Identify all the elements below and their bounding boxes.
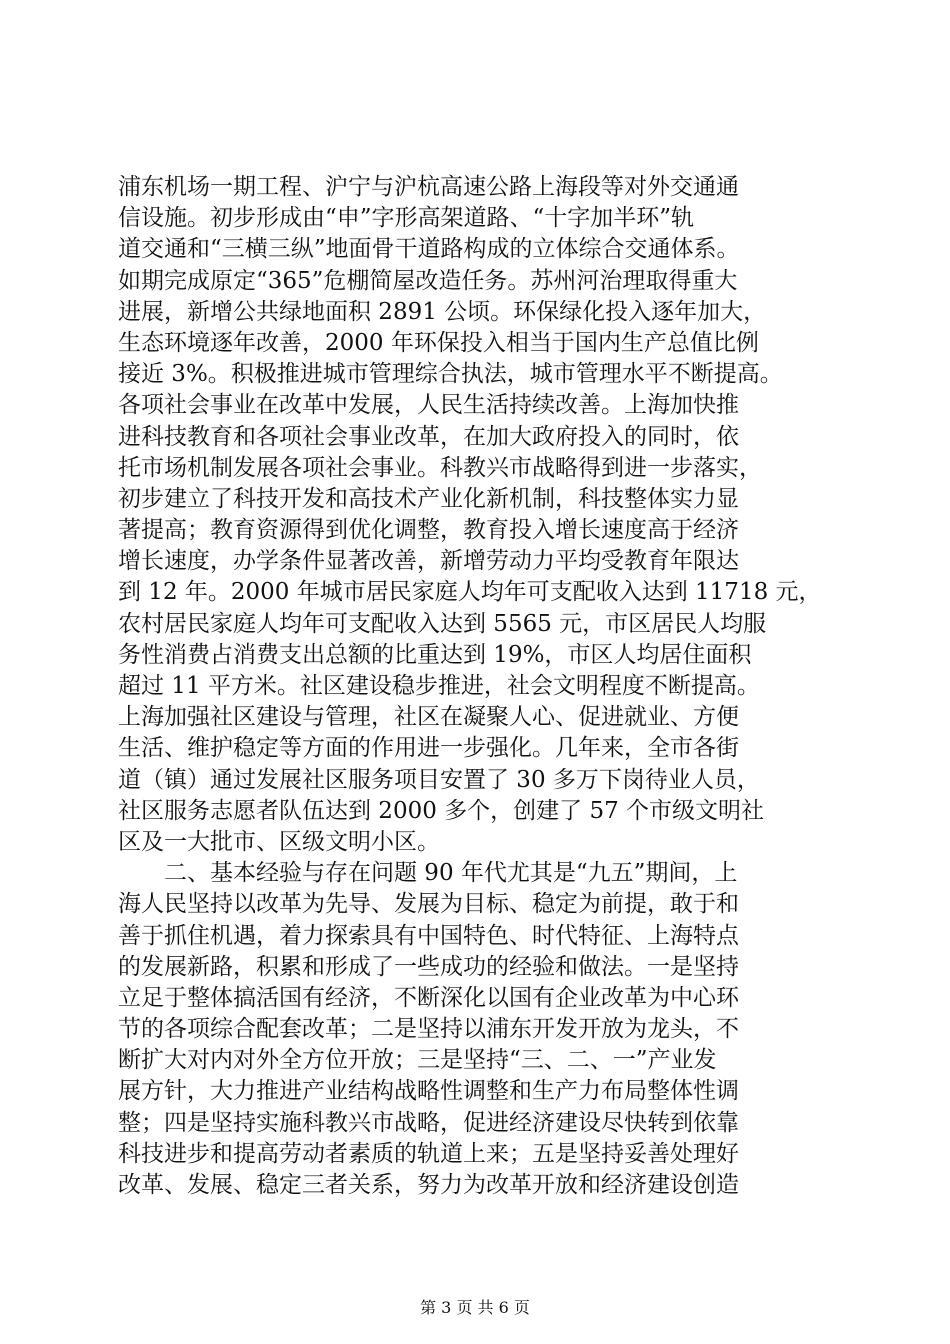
text-line: 如期完成原定“365”危棚简屋改造任务。苏州河治理取得重大 (118, 267, 738, 294)
text-line: 道交通和“三横三纵”地面骨干道路构成的立体综合交通体系。 (118, 236, 740, 263)
text-line: 道（镇）通过发展社区服务项目安置了 30 多万下岗待业人员， (118, 766, 760, 793)
text-line: 著提高；教育资源得到优化调整，教育投入增长速度高于经济 (118, 517, 739, 544)
text-line: 务性消费占消费支出总额的比重达到 19%，市区人均居住面积 (118, 641, 752, 668)
text-line: 增长速度，办学条件显著改善，新增劳动力平均受教育年限达 (118, 548, 739, 575)
page-footer: 第 3 页 共 6 页 (420, 1298, 530, 1317)
text-line: 进科技教育和各项社会事业改革，在加大政府投入的同时，依 (118, 423, 739, 450)
text-line: 各项社会事业在改革中发展，人民生活持续改善。上海加快推 (118, 392, 739, 419)
text-line: 农村居民家庭人均年可支配收入达到 5565 元，市区居民人均服 (118, 610, 767, 637)
text-line: 节的各项综合配套改革；二是坚持以浦东开发开放为龙头，不 (118, 1016, 739, 1043)
text-line: 生活、维护稳定等方面的作用进一步强化。几年来，全市各街 (118, 735, 739, 762)
text-line: 善于抓住机遇，着力探索具有中国特色、时代特征、上海特点 (118, 922, 739, 949)
text-line: 的发展新路，积累和形成了一些成功的经验和做法。一是坚持 (118, 953, 739, 980)
text-line: 社区服务志愿者队伍达到 2000 多个，创建了 57 个市级文明社 (118, 797, 765, 824)
text-line: 海人民坚持以改革为先导、发展为目标、稳定为前提，敢于和 (118, 891, 739, 918)
text-line: 初步建立了科技开发和高技术产业化新机制，科技整体实力显 (118, 485, 739, 512)
text-line: 托市场机制发展各项社会事业。科教兴市战略得到进一步落实， (118, 454, 762, 481)
text-line: 接近 3%。积极推进城市管理综合执法，城市管理水平不断提高。 (118, 361, 783, 388)
text-line: 整；四是坚持实施科教兴市战略，促进经济建设尽快转到依靠 (118, 1109, 739, 1136)
text-line: 信设施。初步形成由“申”字形高架道路、“十字加半环”轨 (118, 205, 695, 232)
text-line: 科技进步和提高劳动者素质的轨道上来；五是坚持妥善处理好 (118, 1140, 739, 1167)
text-line: 到 12 年。2000 年城市居民家庭人均年可支配收入达到 11718 元， (118, 579, 822, 606)
text-line: 超过 11 平方米。社区建设稳步推进，社会文明程度不断提高。 (118, 673, 760, 699)
text-line: 立足于整体搞活国有经济，不断深化以国有企业改革为中心环 (118, 984, 739, 1011)
text-line: 展方针，大力推进产业结构战略性调整和生产力布局整体性调 (118, 1078, 739, 1105)
text-line: 区及一大批市、区级文明小区。 (118, 828, 440, 855)
text-line: 上海加强社区建设与管理，社区在凝聚人心、促进就业、方便 (118, 704, 739, 731)
text-line: 改革、发展、稳定三者关系，努力为改革开放和经济建设创造 (118, 1172, 739, 1198)
text-line: 生态环境逐年改善，2000 年环保投入相当于国内生产总值比例 (118, 329, 759, 356)
text-line: 浦东机场一期工程、沪宁与沪杭高速公路上海段等对外交通通 (118, 174, 739, 200)
document-body (118, 172, 834, 1201)
text-line: 断扩大对内对外全方位开放；三是坚持“三、二、一”产业发 (118, 1047, 717, 1074)
text-line: 进展，新增公共绿地面积 2891 公顷。环保绿化投入逐年加大， (118, 298, 767, 325)
text-line: 二、基本经验与存在问题 90 年代尤其是“九五”期间，上 (118, 860, 738, 887)
